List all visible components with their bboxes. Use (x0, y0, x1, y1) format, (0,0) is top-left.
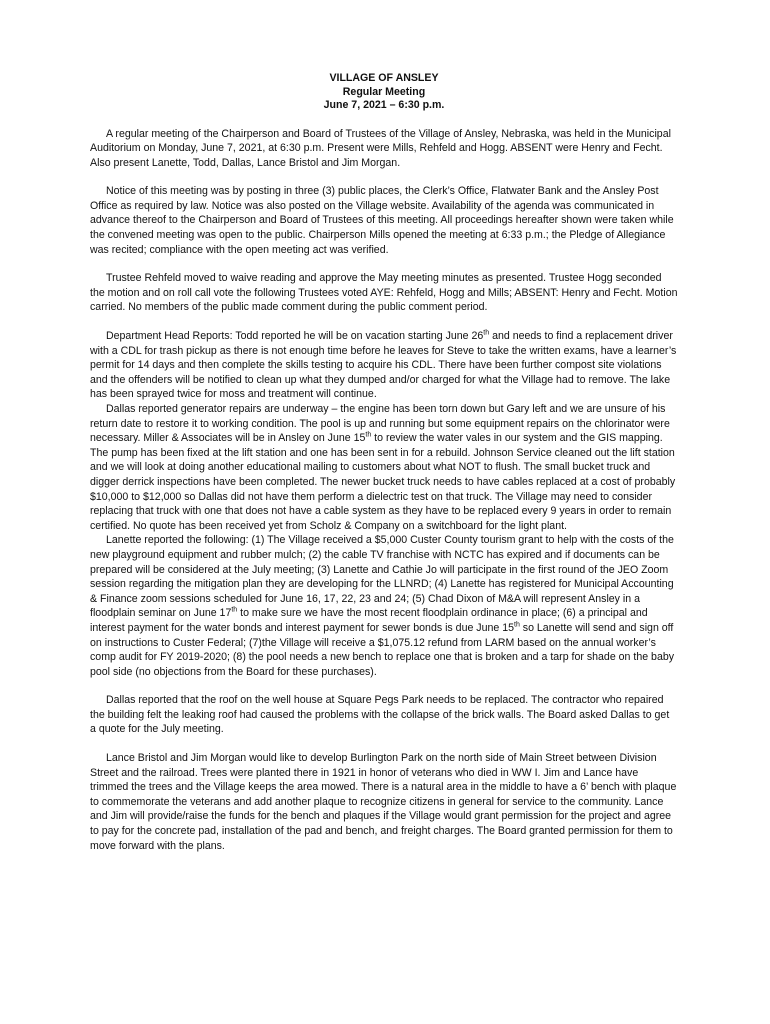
ordinal-suffix: th (231, 606, 238, 614)
document-body (90, 72, 678, 867)
text-span: to review the water vales in our system and the GIS mapping. The pump has been fixed at the lift station and one has been sent in for a rebuild. Johnson Service cleaned out the lift station and we will look at doing another educational mailing to customers about what NOT to flush. The small bucket truck and digger derrick inspections have been completed. The newer bucket truck needs to have cables replaced at a cost of probably $10,000 to $12,000 so Dallas did not have them perform a dielectric test on that truck. The Village may need to consider replacing that truck with one that does not have a cable system as they have to be replaced every 9 years in order to remain certified. No quote has been received yet from Scholz & Company on a switchboard for the light plant. (90, 432, 676, 532)
paragraph-minutes-motion: Trustee Rehfeld moved to waive reading and approve the May meeting minutes as presented. Trustee Hogg seconded the motion and on roll call vote the following Trustees voted AYE: Rehfeld, Hogg and Mills; ABSENT: Henry and Fecht. Motion carried. No members of the public made comment during the public comment period. (90, 272, 678, 314)
meeting-date: June 7, 2021 – 6:30 p.m. (323, 99, 445, 111)
text-span: Lanette reported the following: (1) The Village received a $5,000 Custer County tourism grant to help with the costs of the new playground equipment and rubber mulch; (2) the cable TV franchise with NCTC has expired and if documents can be prepared will be considered at the July meeting; (3) Lanette and Cathie Jo will participate in the first round of the JEO Zoom session regarding the mitigation plan they are developing for the LLNRD; (4) Lanette has registered for Municipal Accounting & Finance zoom sessions scheduled for June 16, 17, 22, 23 and 24; (5) Chad Dixon of M&A will represent Ansley in a floodplain seminar on June 17 (90, 534, 674, 620)
ordinal-suffix: th (483, 329, 490, 337)
paragraph-department-reports (90, 329, 678, 402)
ordinal-suffix: th (365, 431, 372, 439)
paragraph-well-house-roof: Dallas reported that the roof on the well house at Square Pegs Park needs to be replaced. The contractor who repaired the building felt the leaking roof had caused the problems with the collapse of the brick walls. The Board asked Dallas to get a quote for the July meeting. (90, 694, 670, 736)
paragraph-lanette-report (90, 533, 678, 679)
document-subtitle: Regular Meeting (342, 85, 426, 98)
text-span: and needs to find a replacement driver with a CDL for trash pickup as there is not enough time before he leaves for Steve to take the written exams, have a learner’s permit for 14 days and then complete the skills testing to acquire his CDL. There have been further compost site violations and the offenders will be notified to clean up what they dumped and/or charged for what the Village had to remove. The lake has been sprayed twice for moss and treatment will continue. (90, 330, 677, 401)
document-header (90, 72, 678, 113)
paragraph-notice: Notice of this meeting was by posting in three (3) public places, the Clerk’s Office, Flatwater Bank and the Ansley Post Office as required by law. Notice was also posted on the Village website. Availability of the agenda was communicated in advance thereof to the Chairperson and Board of Trustees of this meeting. All proceedings hereafter shown were taken while the convened meeting was open to the public. Chairperson Mills opened the meeting at 6:33 p.m.; the Pledge of Allegiance was recited; compliance with the open meeting act was verified. (90, 185, 674, 256)
text-span: Department Head Reports: Todd reported he will be on vacation starting June 26 (106, 330, 484, 343)
text-span: so Lanette will send and sign off on instructions to Custer Federal; (7)the Village will receive a $1,075.12 refund from LARM based on the annual worker’s comp audit for FY 2019-2020; (8) the pool needs a new bench to replace one that is broken and a tarp for shade on the baby pool side (no objections from the Board for these purchases). (90, 621, 675, 678)
paragraph-attendance: A regular meeting of the Chairperson and Board of Trustees of the Village of Ansley, Nebraska, was held in the Municipal Auditorium on Monday, June 7, 2021, at 6:30 p.m. Present were Mills, Rehfeld and Hogg. ABSENT were Henry and Fecht. Also present Lanette, Todd, Dallas, Lance Bristol and Jim Morgan. (90, 127, 671, 169)
paragraph-dallas-report (90, 402, 678, 533)
ordinal-suffix: th (514, 621, 520, 629)
document-title: VILLAGE OF ANSLEY (329, 72, 439, 84)
text-span: to make sure we have the most recent floodplain ordinance in place; (6) a principal and interest payment for the water bonds and interest payment for sewer bonds is due June 15 (90, 607, 648, 634)
text-span: Dallas reported generator repairs are underway – the engine has been torn down but Gary left and we are unsure of his return date to restore it to working condition. The pool is up and running but some equipment repairs on the chlorinator were necessary. Miller & Associates will be in Ansley on June 15 (90, 403, 670, 445)
paragraph-burlington-park: Lance Bristol and Jim Morgan would like to develop Burlington Park on the north side of Main Street between Division Street and the railroad. Trees were planted there in 1921 in honor of veterans who died in WW I. Jim and Lance have trimmed the trees and the Village keeps the area mowed. There is a natural area in the middle to have a 6’ bench with plaque to commemorate the veterans and add another plaque to recognize citizens in general for service to the community. Lance and Jim will provide/raise the funds for the bench and plaques if the Village would grant permission for the project and agree to pay for the concrete pad, installation of the pad and bench, and freight charges. The Board granted permission for them to move forward with the plans. (90, 752, 677, 852)
